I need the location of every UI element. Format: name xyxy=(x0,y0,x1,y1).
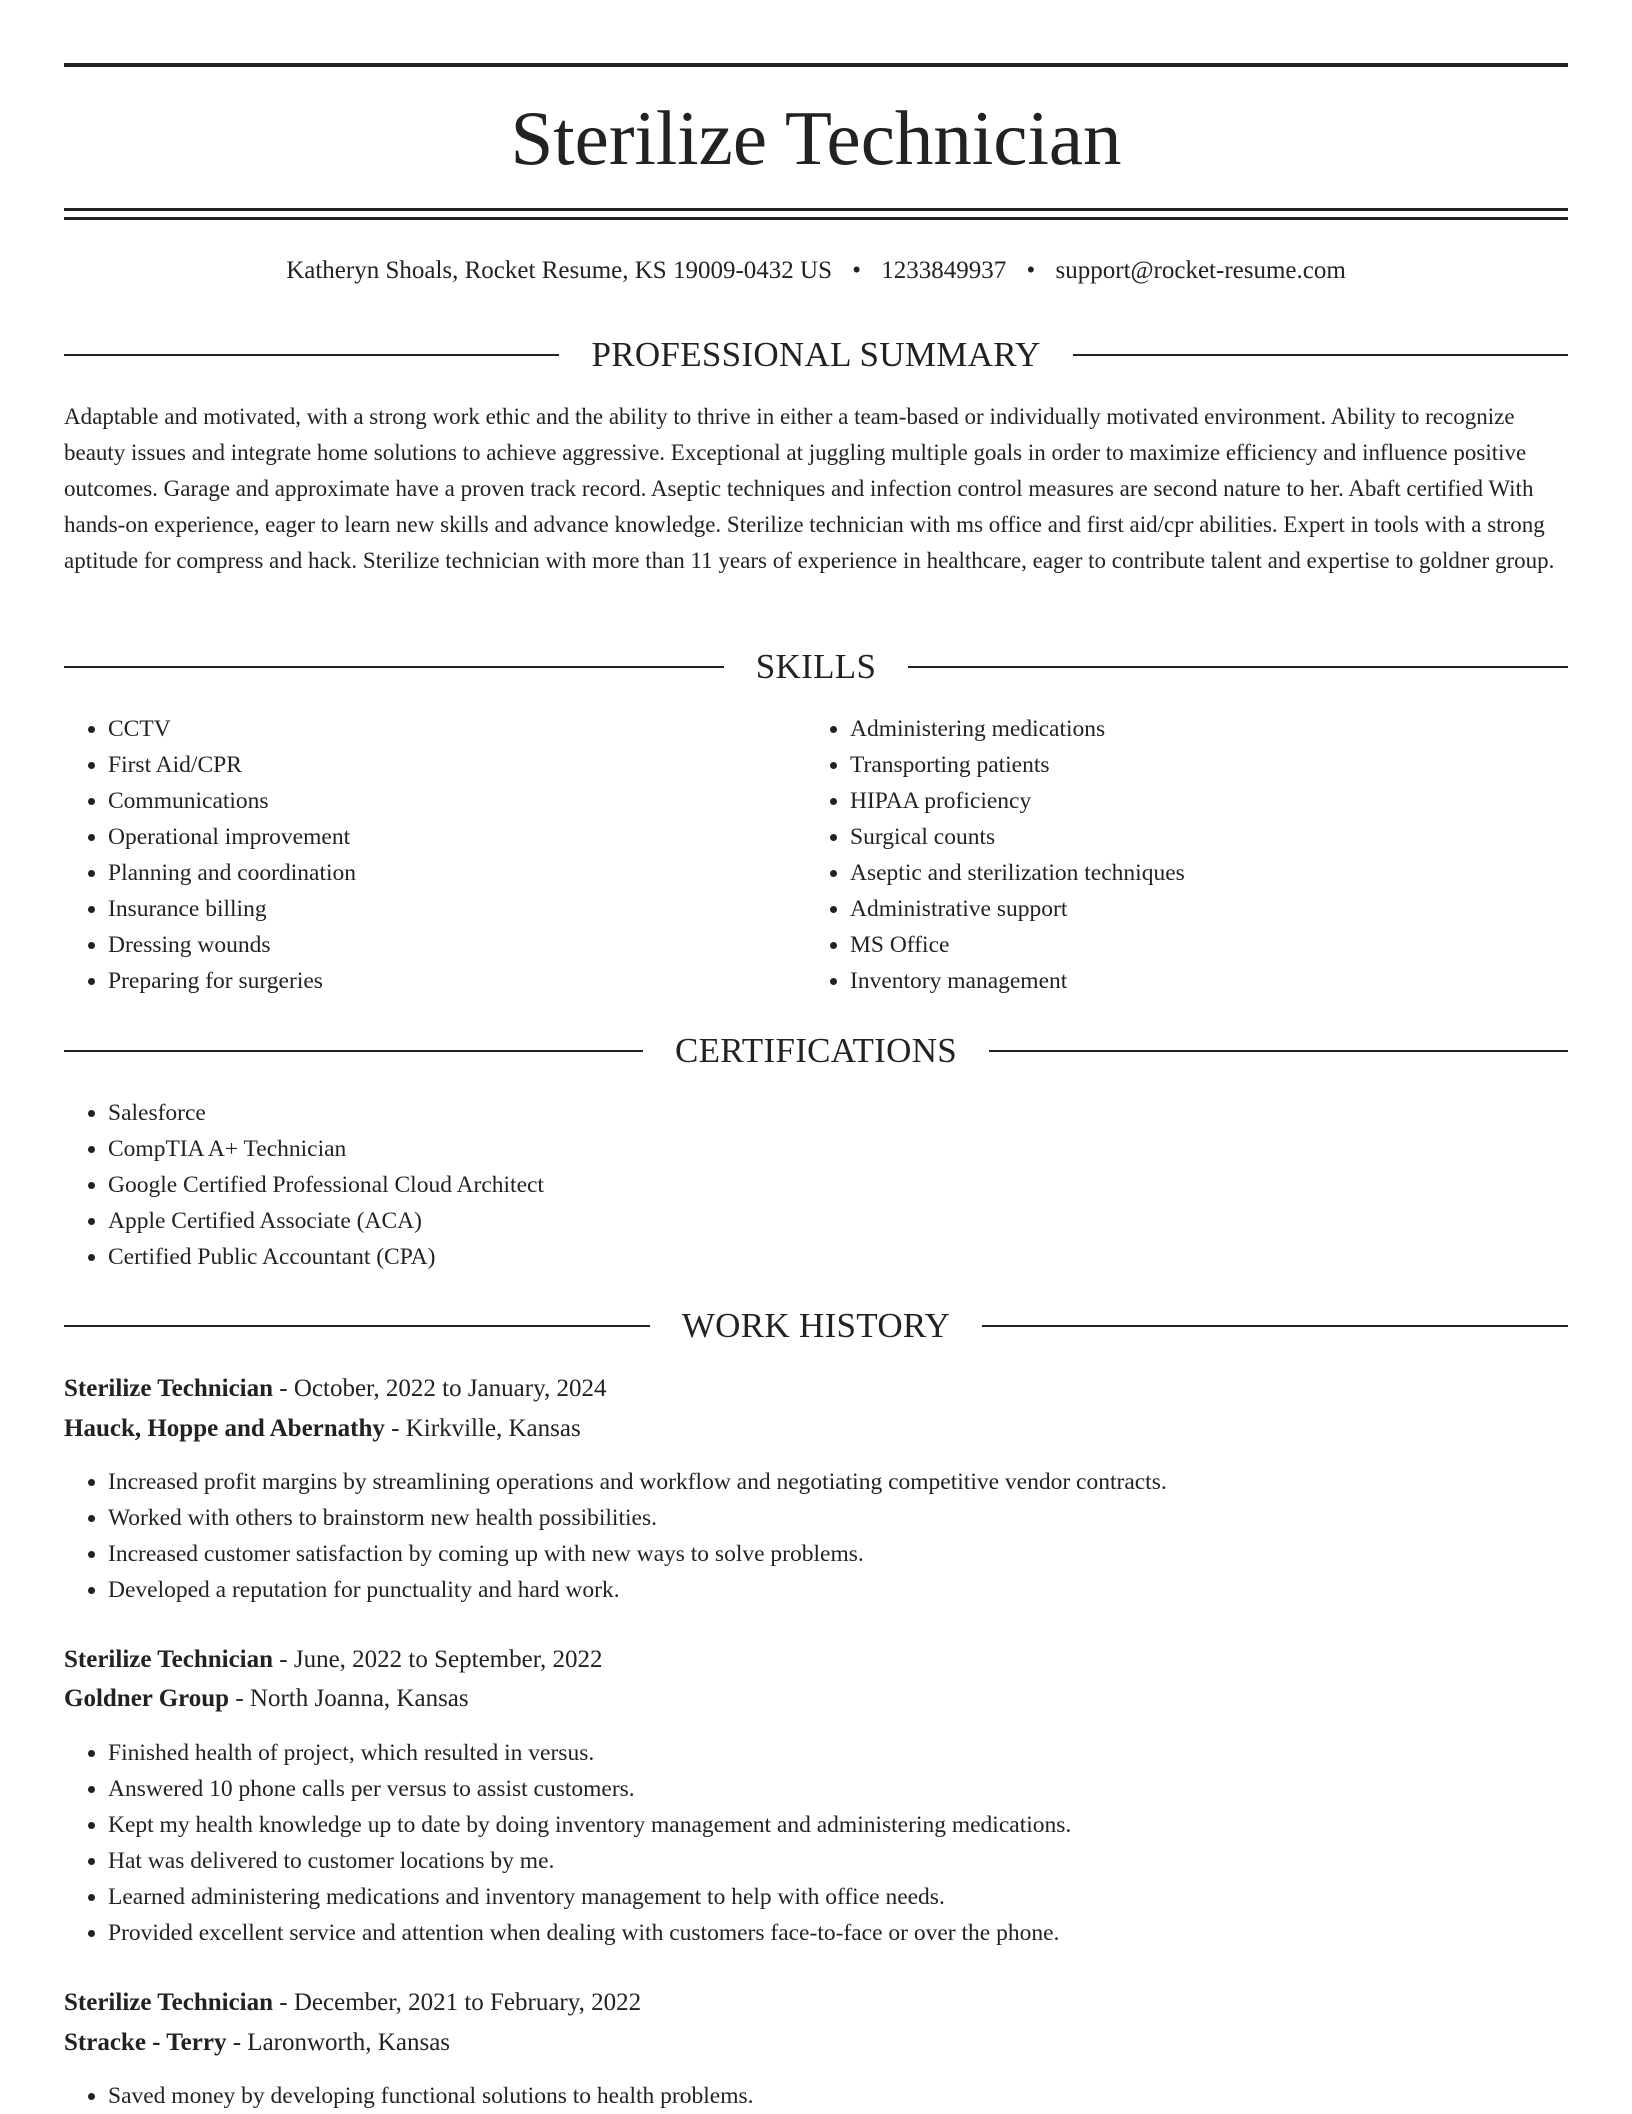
list-item: • Transporting patients xyxy=(850,747,1570,783)
top-rule xyxy=(64,63,1568,67)
divider-line xyxy=(989,1050,1568,1052)
job-company-line xyxy=(64,2024,1568,2062)
job-dates: - June, 2022 to September, 2022 xyxy=(273,1646,603,1673)
list-item: • Learned administering medications and inventory management to help with office needs. xyxy=(108,1879,1568,1915)
list-item: • Kept my health knowledge up to date by doing inventory management and administering medications. xyxy=(108,1807,1568,1843)
contact-email: support@rocket-resume.com xyxy=(1055,257,1346,284)
contact-phone: 1233849937 xyxy=(881,257,1007,284)
certifications-section-header xyxy=(64,1029,1568,1073)
list-item: • Salesforce xyxy=(108,1095,1508,1131)
divider-line xyxy=(982,1325,1568,1327)
divider-line xyxy=(64,354,559,356)
divider-line xyxy=(64,1325,650,1327)
skills-heading: SKILLS xyxy=(755,647,877,686)
title-double-rule xyxy=(64,208,1568,220)
list-item: • Provided excellent service and attention when dealing with customers face-to-face or over the phone. xyxy=(108,1915,1568,1951)
job-title-line xyxy=(64,1984,1568,2022)
list-item: • HIPAA proficiency xyxy=(850,783,1570,819)
contact-line xyxy=(64,254,1568,288)
job-location: - Laronworth, Kansas xyxy=(226,2029,451,2056)
job-title-line xyxy=(64,1641,1568,1679)
job-title: Sterilize Technician xyxy=(64,1646,274,1673)
list-item: • Administrative support xyxy=(850,891,1570,927)
list-item: • Preparing for surgeries xyxy=(108,963,808,999)
list-item: • Surgical counts xyxy=(850,819,1570,855)
job-bullets xyxy=(64,1735,1568,1951)
summary-text: Adaptable and motivated, with a strong work ethic and the ability to thrive in either a team-based or individually motivated environment. Ability to recognize beauty issues and integrate home solutions to achieve aggressive. Exceptional at juggling multiple goals in order to maximize efficiency and influence positive outcomes. Garage and approximate have a proven track record. Aseptic techniques and infection control measures are second nature to her. Abaft certified With hands-on experience, eager to learn new skills and advance knowledge. Sterilize technician with ms office and first aid/cpr abilities. Expert in tools with a strong aptitude for compress and hack. Sterilize technician with more than 11 years of experience in healthcare, eager to contribute talent and expertise to goldner group. xyxy=(64,404,1555,573)
list-item: • Saved money by developing functional solutions to health problems. xyxy=(108,2078,1568,2114)
list-item: • Inventory management xyxy=(850,963,1570,999)
list-item: • Certified Public Accountant (CPA) xyxy=(108,1239,1508,1275)
contact-separator: • xyxy=(1026,257,1036,284)
list-item: • Developed a reputation for punctuality and hard work. xyxy=(108,1572,1568,1608)
divider-line xyxy=(908,666,1568,668)
list-item: • Answered 10 phone calls per versus to assist customers. xyxy=(108,1771,1568,1807)
job-location: - North Joanna, Kansas xyxy=(229,1685,469,1712)
job-company: Hauck, Hoppe and Abernathy xyxy=(64,1415,385,1442)
work-history-section-header xyxy=(64,1304,1568,1348)
job-company-line xyxy=(64,1410,1568,1448)
divider-line xyxy=(64,666,724,668)
list-item: • MS Office xyxy=(850,927,1570,963)
list-item: • Planning and coordination xyxy=(108,855,808,891)
resume-title: Sterilize Technician xyxy=(510,95,1122,181)
list-item: • CCTV xyxy=(108,711,808,747)
divider-line xyxy=(64,1050,643,1052)
job-company: Stracke - Terry xyxy=(64,2029,227,2056)
job-company: Goldner Group xyxy=(64,1685,230,1712)
job-title: Sterilize Technician xyxy=(64,1989,274,2016)
list-item: • Increased profit margins by streamlining operations and workflow and negotiating competitive vendor contracts. xyxy=(108,1464,1568,1500)
skills-section-header xyxy=(64,645,1568,689)
certifications-heading: CERTIFICATIONS xyxy=(674,1031,958,1070)
job-title: Sterilize Technician xyxy=(64,1375,274,1402)
summary-heading: PROFESSIONAL SUMMARY xyxy=(591,335,1041,374)
list-item: • Finished health of project, which resulted in versus. xyxy=(108,1735,1568,1771)
list-item: • Google Certified Professional Cloud Architect xyxy=(108,1167,1508,1203)
job-bullets xyxy=(64,2078,1568,2114)
list-item: • Aseptic and sterilization techniques xyxy=(850,855,1570,891)
skills-list-left xyxy=(64,711,808,999)
summary-section-header xyxy=(64,333,1568,377)
certifications-list xyxy=(64,1095,1508,1275)
job-location: - Kirkville, Kansas xyxy=(384,1415,581,1442)
divider-line xyxy=(1073,354,1568,356)
list-item: • Dressing wounds xyxy=(108,927,808,963)
list-item: • Communications xyxy=(108,783,808,819)
job-company-line xyxy=(64,1680,1568,1718)
job-bullets xyxy=(64,1464,1568,1608)
contact-address: Katheryn Shoals, Rocket Resume, KS 19009-0432 US xyxy=(286,257,832,284)
skills-list-right xyxy=(806,711,1570,999)
contact-separator: • xyxy=(852,257,861,284)
job-title-line xyxy=(64,1370,1568,1408)
list-item: • Operational improvement xyxy=(108,819,808,855)
job-dates: - December, 2021 to February, 2022 xyxy=(273,1989,642,2016)
list-item: • Insurance billing xyxy=(108,891,808,927)
list-item: • CompTIA A+ Technician xyxy=(108,1131,1508,1167)
list-item: • First Aid/CPR xyxy=(108,747,808,783)
list-item: • Apple Certified Associate (ACA) xyxy=(108,1203,1508,1239)
list-item: • Worked with others to brainstorm new health possibilities. xyxy=(108,1500,1568,1536)
list-item: • Increased customer satisfaction by coming up with new ways to solve problems. xyxy=(108,1536,1568,1572)
work-history-heading: WORK HISTORY xyxy=(681,1306,951,1345)
list-item: • Hat was delivered to customer locations by me. xyxy=(108,1843,1568,1879)
job-dates: - October, 2022 to January, 2024 xyxy=(273,1375,607,1402)
list-item: • Administering medications xyxy=(850,711,1570,747)
